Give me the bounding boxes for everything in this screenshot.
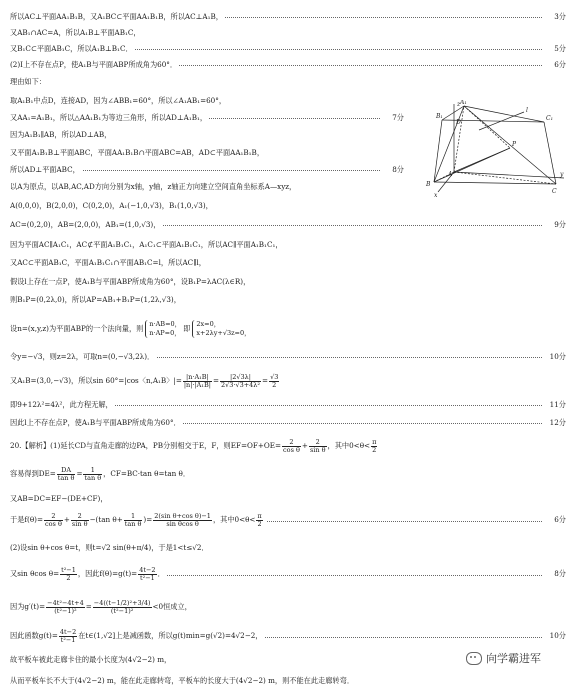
solution-line: 因为A₁B₁∥AB，所以AD⊥AB，	[10, 130, 112, 139]
label-x: x	[434, 192, 438, 198]
solution-line: 又sin θcos θ= $\frac{\text{t²−1}}{2}$ ，因此f(θ)=g(t)= $\frac{4t-2}{\text{t²−1}}$ ． 8分	[10, 566, 566, 584]
solution-line: 又AA₁=A₁B₁，所以△AA₁B₁为等边三角形，所以AD⊥A₁B₁， 7分	[10, 113, 404, 122]
solution-line: 即9+12λ²=4λ²，此方程无解， 11分	[10, 400, 566, 409]
solution-line: 又AB=DC=EF−(DE+CF)，	[10, 494, 108, 503]
score-mark: 8分	[551, 566, 566, 582]
score-mark: 7分	[389, 113, 404, 122]
solution-line: 于是f(θ)= $\frac{2}{\text{cos θ}}$ + $\frac{2}{\text{sin θ}}$ −(tan θ+ $\frac{1}{\text{tan θ}}$ )= $\frac{\text{2(sin θ+cos θ)−1}}{\text{sin θcos θ}}$ ，其中0<θ< $\frac{\pi}{2}$ 6分	[10, 512, 566, 530]
solution-line: 又平面A₁B₁B⊥平面ABC，平面AA₁B₁B∩平面ABC=AB，AD⊂平面AA₁B₁B，	[10, 148, 265, 157]
label-P: P	[512, 141, 517, 148]
score-mark: 9分	[551, 220, 566, 229]
solution-line: 因此函数g(t)= $\frac{4t-2}{\text{t²−1}}$ 在t∈(1,√2]上是减函数，所以g(t)min=g(√2)=4√2−2， 10分	[10, 628, 566, 646]
score-mark: 10分	[547, 628, 566, 644]
score-mark: 6分	[551, 512, 566, 528]
label-l: l	[526, 107, 528, 114]
label-B: B	[426, 181, 431, 188]
solution-line: 设n=(x,y,z)为平面ABP的一个法向量，则 n·AB=0， n·AP=0， 即 2x=0， x+2λy+√3z=0，	[10, 318, 566, 340]
solution-line: A(0,0,0)，B(2,0,0)，C(0,2,0)，A₁(−1,0,√3)，B₁(1,0,√3)，	[10, 201, 213, 210]
label-C: C	[552, 188, 557, 195]
score-mark: 3分	[551, 12, 566, 21]
solution-line: 则B₁P=(0,2λ,0)，所以AP=AB₁+B₁P=(1,2λ,√3)，	[10, 295, 181, 304]
solution-line: AC=(0,2,0)，AB=(2,0,0)，AB₁=(1,0,√3)， 9分	[10, 220, 566, 229]
solution-line: 从而平板车长不大于(4√2−2) m，能在此走廊转弯，平板车的长度大于(4√2−2) m，则不能在此走廊转弯．	[10, 676, 355, 685]
solution-line: 容易得到DE= $\frac{DA}{\text{tan θ}}$ = $\frac{1}{\text{tan θ}}$ ，CF=BC·tan θ=tan θ．	[10, 466, 191, 482]
solution-line: 以A为原点，以AB,AC,AD方向分别为x轴，y轴，z轴正方向建立空间直角坐标系A—xyz，	[10, 182, 297, 191]
solution-line: 假设l上存在一点P，使A₁B与平面ABP所成角为60°，设B₁P=λAC(λ∈R)，	[10, 277, 251, 286]
solution-line: 取A₁B₁中点D，连接AD，因为∠ABB₁=60°，所以∠A₁AB₁=60°，	[10, 96, 227, 105]
score-mark: 6分	[551, 60, 566, 69]
score-mark: 11分	[547, 400, 566, 409]
solution-line: 因此l上不存在点P，使A₁B与平面ABP所成角为60°． 12分	[10, 418, 566, 427]
solution-line: (2)设sin θ+cos θ=t，则t=√2 sin(θ+π/4)，于是1<t≤√2．	[10, 543, 209, 552]
solution-line: 又AC⊂平面AB₁C，平面A₁B₁C₁∩平面AB₁C=l，所以AC∥l，	[10, 258, 206, 267]
label-D: D	[456, 119, 461, 126]
wechat-icon	[466, 652, 482, 665]
solution-line: 因为平面AC∥A₁C₁，AC⊄平面A₁B₁C₁，A₁C₁⊂平面A₁B₁C₁，所以AC∥平面A₁B₁C₁，	[10, 240, 283, 249]
solution-line: 所以AC⊥平面AA₁B₁B，又A₁BC⊂平面AA₁B₁B，所以AC⊥A₁B， 3分	[10, 12, 566, 21]
equation-system: 2x=0， x+2λy+√3z=0，	[192, 320, 250, 338]
solution-line: 又AB₁∩AC=A，所以A₁B⊥平面AB₁C，	[10, 28, 141, 37]
score-mark: 5分	[551, 44, 566, 53]
solution-line: (2)I上不存在点P，使A₁B与平面ABP所成角为60°． 6分	[10, 60, 566, 69]
solution-line: 故平板车被此走廊卡住的最小长度为(4√2−2) m，	[10, 655, 172, 664]
solution-line: 又A₁B=(3,0,−√3)，所以sin 60°=|cos〈n,A₁B〉|= $\frac{\text{|n·A₁B|}}{\text{|n|·|A₁B|}}$ = $\frac{|2√3\lambda|}{\text{2√3·√3+4λ²}}$ = $\frac{√3}{2}$	[10, 373, 566, 391]
edge	[442, 106, 464, 120]
score-mark: 10分	[547, 352, 566, 361]
solution-line: 因为g′(t)= $\frac{\text{−4t²−4t+4}}{\text{(t²−1)²}}$ = $\frac{\text{−4((t−1/2)²+3/4)}}{\text{(t²−1)²}}$ <0恒成立，	[10, 598, 192, 615]
solution-line: 20.【解析】(1)延长CD与直角走廊的边PA，PB分别相交于E，F，则EF=OF+OE= $\frac{2}{\text{cos θ}}$ + $\frac{2}{\text{sin θ}}$ ，其中0<θ< $\frac{\pi}{2}$	[10, 438, 566, 456]
label-B1: B₁	[436, 113, 443, 120]
solution-line: 理由如下：	[10, 77, 46, 86]
score-mark: 8分	[389, 165, 404, 174]
equation-system: n·AB=0， n·AP=0，	[145, 320, 181, 338]
label-C1: C₁	[546, 115, 553, 122]
watermark	[466, 650, 541, 666]
label-y: y	[560, 171, 564, 178]
label-A1: A₁	[460, 100, 467, 106]
label-A: A	[448, 171, 453, 178]
watermark-text: 向学霸进军	[486, 652, 541, 665]
solution-line: 又B₁C⊂平面AB₁C，所以A₁B⊥B₁C． 5分	[10, 44, 566, 53]
label-z: z	[457, 101, 461, 108]
solution-line: 所以AD⊥平面ABC， 8分	[10, 165, 404, 174]
score-mark: 12分	[547, 418, 566, 427]
solution-line: 令y=−√3，则z=2λ，可取n=(0,−√3,2λ)． 10分	[10, 352, 566, 361]
